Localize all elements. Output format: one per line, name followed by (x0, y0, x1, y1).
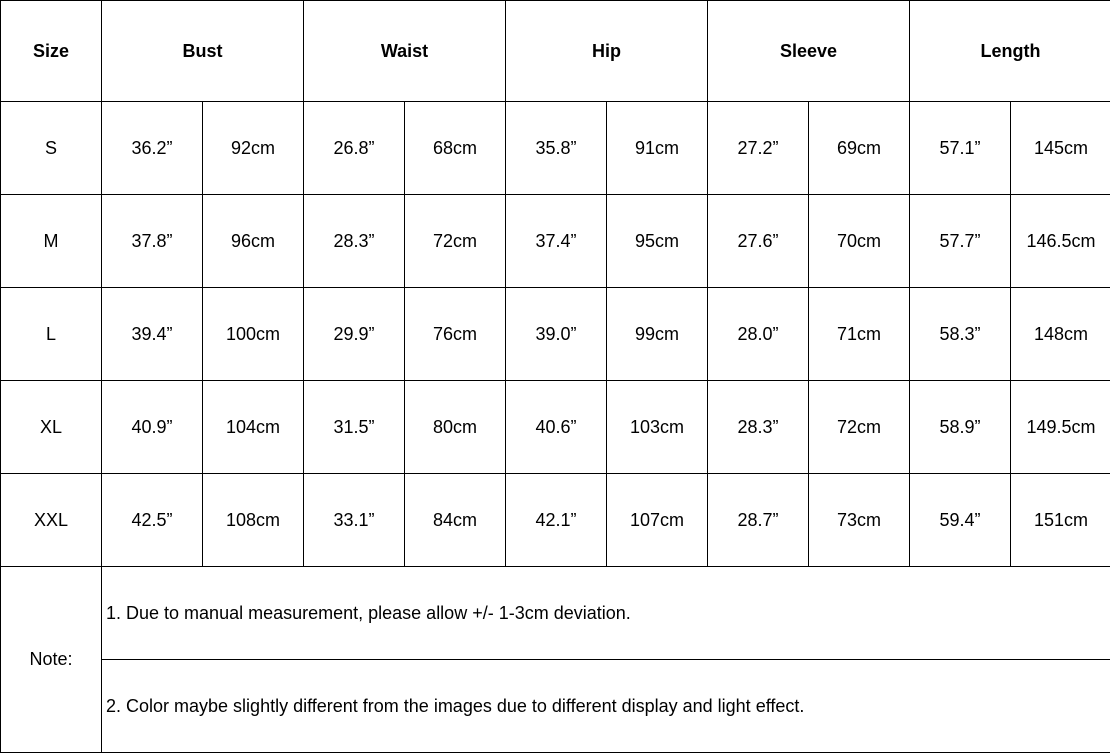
waist-cm-cell: 84cm (405, 474, 506, 567)
waist-inch-cell: 26.8” (304, 102, 405, 195)
length-cm-cell: 145cm (1011, 102, 1110, 195)
length-inch-cell: 59.4” (910, 474, 1011, 567)
bust-inch-cell: 36.2” (102, 102, 203, 195)
table-row (1, 474, 1110, 567)
note-label: Note: (1, 567, 102, 753)
note-row-2 (1, 660, 1110, 753)
hip-inch-cell: 40.6” (506, 381, 607, 474)
waist-cm-cell: 80cm (405, 381, 506, 474)
table-row (1, 381, 1110, 474)
bust-inch-cell: 37.8” (102, 195, 203, 288)
table-row (1, 195, 1110, 288)
length-inch-cell: 57.1” (910, 102, 1011, 195)
length-inch-cell: 58.3” (910, 288, 1011, 381)
note-line-1: 1. Due to manual measurement, please allow +/- 1-3cm deviation. (102, 567, 1110, 660)
sleeve-cm-cell: 71cm (809, 288, 910, 381)
length-inch-cell: 58.9” (910, 381, 1011, 474)
length-cm-cell: 151cm (1011, 474, 1110, 567)
bust-cm-cell: 104cm (203, 381, 304, 474)
sleeve-cm-cell: 70cm (809, 195, 910, 288)
table-row (1, 102, 1110, 195)
sleeve-cm-cell: 69cm (809, 102, 910, 195)
hip-inch-cell: 42.1” (506, 474, 607, 567)
length-inch-cell: 57.7” (910, 195, 1011, 288)
bust-cm-cell: 108cm (203, 474, 304, 567)
header-hip: Hip (506, 1, 708, 102)
header-row (1, 1, 1110, 102)
hip-cm-cell: 95cm (607, 195, 708, 288)
waist-cm-cell: 72cm (405, 195, 506, 288)
size-cell: M (1, 195, 102, 288)
note-row-1 (1, 567, 1110, 660)
waist-cm-cell: 76cm (405, 288, 506, 381)
hip-inch-cell: 39.0” (506, 288, 607, 381)
header-bust: Bust (102, 1, 304, 102)
note-line-2: 2. Color maybe slightly different from the images due to different display and light effect. (102, 660, 1110, 753)
waist-inch-cell: 33.1” (304, 474, 405, 567)
hip-cm-cell: 107cm (607, 474, 708, 567)
header-sleeve: Sleeve (708, 1, 910, 102)
hip-cm-cell: 99cm (607, 288, 708, 381)
waist-inch-cell: 31.5” (304, 381, 405, 474)
hip-cm-cell: 103cm (607, 381, 708, 474)
size-cell: XXL (1, 474, 102, 567)
bust-cm-cell: 96cm (203, 195, 304, 288)
bust-inch-cell: 42.5” (102, 474, 203, 567)
bust-cm-cell: 92cm (203, 102, 304, 195)
bust-inch-cell: 39.4” (102, 288, 203, 381)
size-cell: L (1, 288, 102, 381)
header-length: Length (910, 1, 1110, 102)
waist-cm-cell: 68cm (405, 102, 506, 195)
sleeve-inch-cell: 28.3” (708, 381, 809, 474)
sleeve-inch-cell: 28.7” (708, 474, 809, 567)
length-cm-cell: 148cm (1011, 288, 1110, 381)
header-size: Size (1, 1, 102, 102)
waist-inch-cell: 29.9” (304, 288, 405, 381)
size-cell: S (1, 102, 102, 195)
sleeve-inch-cell: 27.6” (708, 195, 809, 288)
length-cm-cell: 146.5cm (1011, 195, 1110, 288)
sleeve-inch-cell: 28.0” (708, 288, 809, 381)
hip-cm-cell: 91cm (607, 102, 708, 195)
sleeve-cm-cell: 73cm (809, 474, 910, 567)
sleeve-inch-cell: 27.2” (708, 102, 809, 195)
sleeve-cm-cell: 72cm (809, 381, 910, 474)
waist-inch-cell: 28.3” (304, 195, 405, 288)
length-cm-cell: 149.5cm (1011, 381, 1110, 474)
bust-inch-cell: 40.9” (102, 381, 203, 474)
table-row (1, 288, 1110, 381)
size-cell: XL (1, 381, 102, 474)
bust-cm-cell: 100cm (203, 288, 304, 381)
hip-inch-cell: 37.4” (506, 195, 607, 288)
header-waist: Waist (304, 1, 506, 102)
hip-inch-cell: 35.8” (506, 102, 607, 195)
